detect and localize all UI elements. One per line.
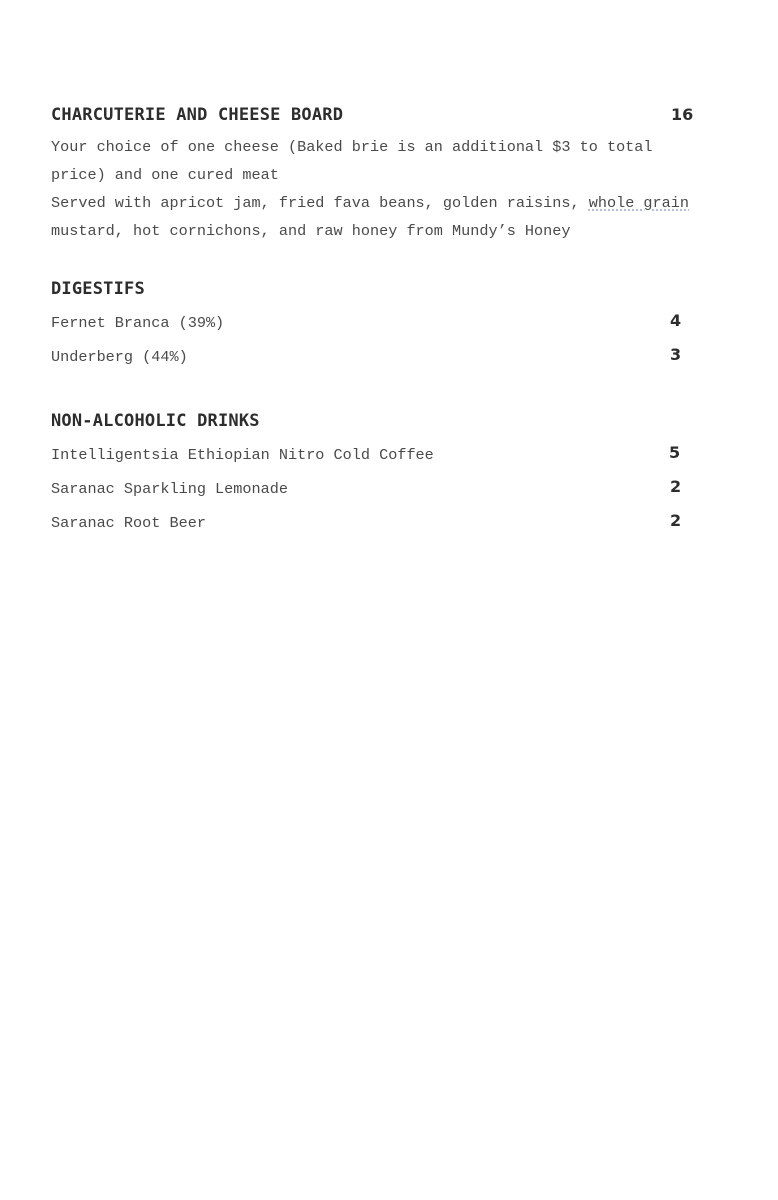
description-line: mustard, hot cornichons, and raw honey from Mundy’s Honey (51, 222, 571, 240)
non-alcoholic-header (51, 409, 731, 433)
section-title: CHARCUTERIE AND CHEESE BOARD (51, 105, 344, 125)
item-name: Intelligentsia Ethiopian Nitro Cold Coffee (51, 446, 434, 464)
whole-grain-link[interactable]: whole grain (588, 194, 689, 212)
item-price: 3 (670, 345, 682, 364)
description-line: price) and one cured meat (51, 166, 279, 184)
menu-item (51, 443, 731, 477)
description-text: Served with apricot jam, fried fava beans, golden raisins, (51, 194, 589, 212)
item-price: 16 (671, 105, 694, 124)
charcuterie-section (51, 103, 731, 245)
description-line (51, 189, 721, 217)
section-title: DIGESTIFS (51, 279, 145, 299)
non-alcoholic-section (51, 409, 731, 545)
item-name: Saranac Root Beer (51, 514, 206, 532)
item-price: 2 (670, 477, 682, 496)
description-line: Your choice of one cheese (Baked brie is an additional $3 to total (51, 138, 653, 156)
item-name: Fernet Branca (39%) (51, 314, 225, 332)
charcuterie-header (51, 103, 731, 127)
item-price: 2 (670, 511, 682, 530)
item-price: 5 (669, 443, 681, 462)
menu-item (51, 477, 731, 511)
menu-item (51, 311, 731, 345)
item-price: 4 (670, 311, 682, 330)
digestifs-header (51, 277, 731, 301)
menu (51, 103, 731, 545)
item-description (51, 133, 721, 245)
menu-item (51, 345, 731, 379)
section-title: NON-ALCOHOLIC DRINKS (51, 411, 260, 431)
item-name: Underberg (44%) (51, 348, 188, 366)
digestifs-section (51, 277, 731, 379)
menu-item (51, 511, 731, 545)
item-name: Saranac Sparkling Lemonade (51, 480, 288, 498)
